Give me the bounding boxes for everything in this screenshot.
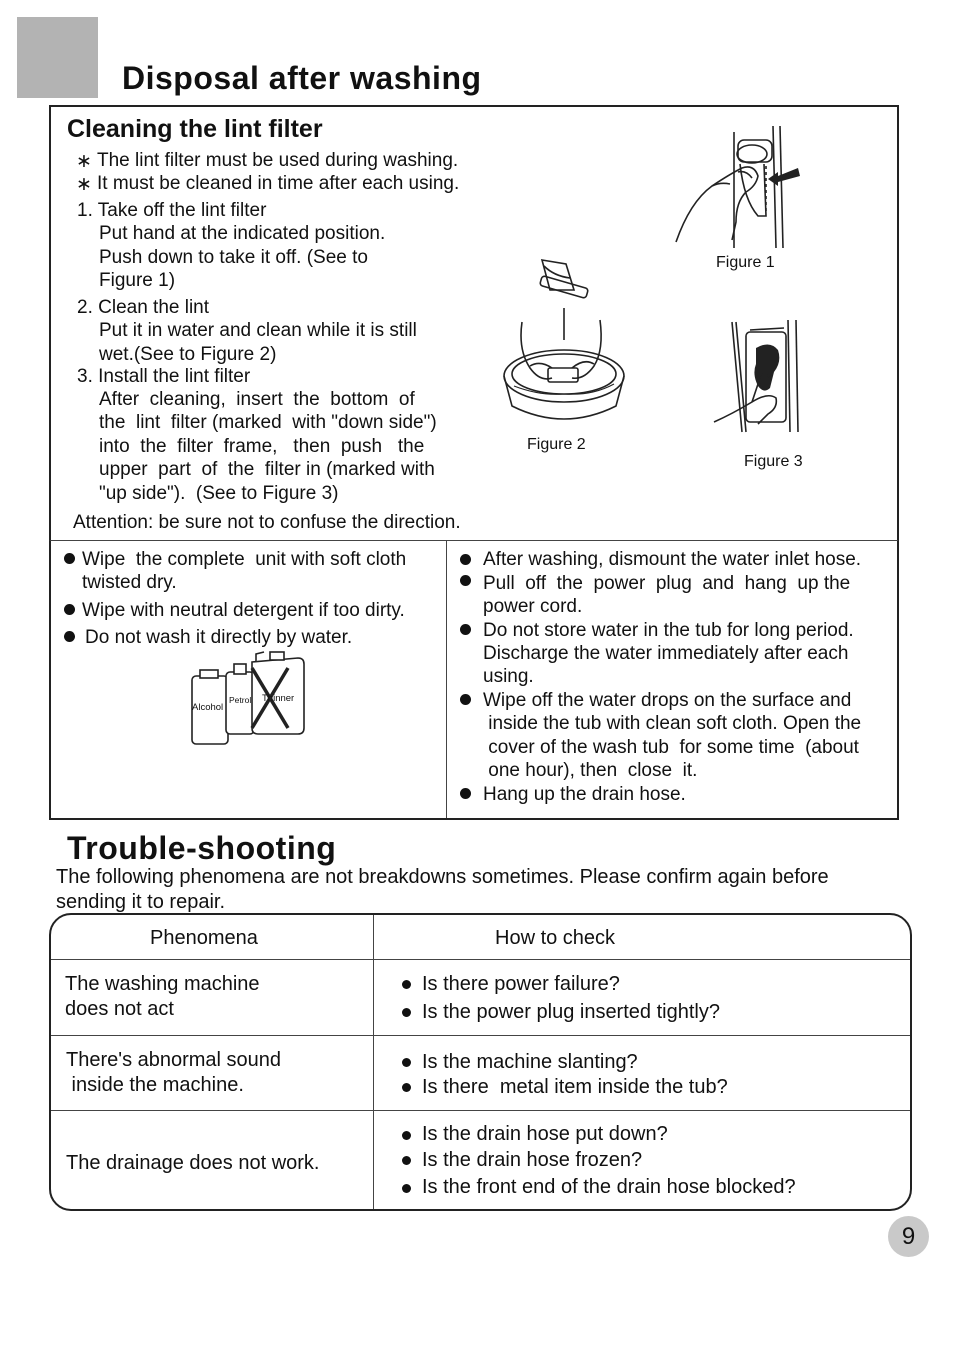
table-divider (51, 1110, 910, 1111)
check-item: Is the drain hose put down? (422, 1123, 668, 1145)
bullet-dot (460, 575, 471, 586)
bottle-label-thinner: Thinner (262, 693, 295, 704)
care-tip-line: cover of the wash tub for some time (about (483, 737, 859, 758)
care-tip-line: Wipe the complete unit with soft cloth (82, 549, 407, 570)
figure-3-illustration (712, 318, 804, 434)
column-header-phenomena: Phenomena (150, 927, 258, 949)
care-tip-line: Wipe off the water drops on the surface and (483, 690, 852, 711)
care-tip-line: twisted dry. (82, 572, 177, 593)
bullet-dot (460, 554, 471, 565)
table-column-divider (373, 915, 374, 1209)
care-tip-line: Do not wash it directly by water. (85, 627, 353, 648)
bullet-dot (460, 788, 471, 799)
figure-1-illustration (672, 124, 804, 250)
check-item: Is the front end of the drain hose blocked? (422, 1176, 796, 1198)
bullet-dot (402, 1184, 411, 1193)
lint-note: It must be cleaned in time after each using. (97, 173, 460, 194)
bottle-label-petrol: Petrol (229, 695, 252, 705)
bullet-dot (460, 694, 471, 705)
check-item: Is the power plug inserted tightly? (422, 1001, 720, 1023)
figure-3-label: Figure 3 (744, 453, 803, 470)
care-tip-line: After washing, dismount the water inlet hose. (483, 549, 862, 570)
table-divider (51, 959, 910, 960)
care-tip-line: Do not store water in the tub for long period. (483, 620, 854, 641)
step-title: 1. Take off the lint filter (77, 200, 267, 221)
column-header-check: How to check (495, 927, 616, 949)
bullet-dot (64, 631, 75, 642)
check-item: Is the drain hose frozen? (422, 1149, 643, 1171)
lint-note: The lint filter must be used during washing. (97, 150, 459, 171)
care-tip-line: power cord. (483, 596, 583, 617)
care-tip-line: Hang up the drain hose. (483, 784, 686, 805)
step-title: 3. Install the lint filter (77, 366, 251, 387)
bottle-label-alcohol: Alcohol (192, 702, 224, 713)
check-item: Is the machine slanting? (422, 1051, 638, 1073)
section-title-troubleshooting: Trouble-shooting (67, 830, 337, 866)
troubleshooting-intro: The following phenomena are not breakdowns sometimes. Please confirm again before (56, 866, 829, 888)
bullet-dot (402, 1058, 411, 1067)
bullet-dot (402, 980, 411, 989)
phenomenon-text: does not act (65, 998, 174, 1020)
note-star: ∗ (76, 151, 92, 172)
step-line: into the filter frame, then push the (99, 436, 425, 457)
note-star: ∗ (76, 174, 92, 195)
care-tip-line: inside the tub with clean soft cloth. Open the (483, 713, 862, 734)
figure-2-illustration (500, 256, 630, 434)
care-tip-line: one hour), then close it. (483, 760, 698, 781)
step-line: Push down to take it off. (See to (99, 247, 368, 268)
bullet-dot (402, 1156, 411, 1165)
bullet-dot (64, 604, 75, 615)
bullet-dot (64, 553, 75, 564)
step-line: Put it in water and clean while it is still (99, 320, 417, 341)
care-tip-line: Wipe with neutral detergent if too dirty. (82, 600, 405, 621)
page-number: 9 (888, 1216, 929, 1257)
step-line: wet.(See to Figure 2) (99, 344, 277, 365)
check-item: Is there metal item inside the tub? (422, 1076, 728, 1098)
figure-2-label: Figure 2 (527, 436, 586, 453)
header-grey-block (17, 17, 98, 98)
phenomenon-text: The washing machine (65, 973, 260, 995)
check-item: Is there power failure? (422, 973, 620, 995)
attention-note: Attention: be sure not to confuse the direction. (73, 512, 461, 533)
bullet-dot (402, 1083, 411, 1092)
troubleshooting-intro: sending it to repair. (56, 891, 225, 913)
step-line: "up side"). (See to Figure 3) (99, 483, 339, 504)
figure-1-label: Figure 1 (716, 254, 775, 271)
care-tips-divider (446, 541, 447, 818)
step-title: 2. Clean the lint (77, 297, 210, 318)
phenomenon-text: inside the machine. (66, 1074, 244, 1096)
section-title-disposal: Disposal after washing (122, 60, 482, 96)
bullet-dot (402, 1008, 411, 1017)
phenomenon-text: There's abnormal sound (66, 1049, 282, 1071)
bullet-dot (460, 624, 471, 635)
step-line: After cleaning, insert the bottom of (99, 389, 415, 410)
care-tip-line: using. (483, 666, 534, 687)
phenomenon-text: The drainage does not work. (66, 1152, 320, 1174)
care-tip-line: Discharge the water immediately after each (483, 643, 849, 664)
step-line: upper part of the filter in (marked with (99, 459, 435, 480)
table-divider (51, 1035, 910, 1036)
step-line: Put hand at the indicated position. (99, 223, 386, 244)
lint-filter-heading: Cleaning the lint filter (67, 115, 323, 143)
step-line: Figure 1) (99, 270, 176, 291)
bullet-dot (402, 1131, 411, 1140)
care-tip-line: Pull off the power plug and hang up the (483, 573, 851, 594)
step-line: the lint filter (marked with "down side") (99, 412, 437, 433)
